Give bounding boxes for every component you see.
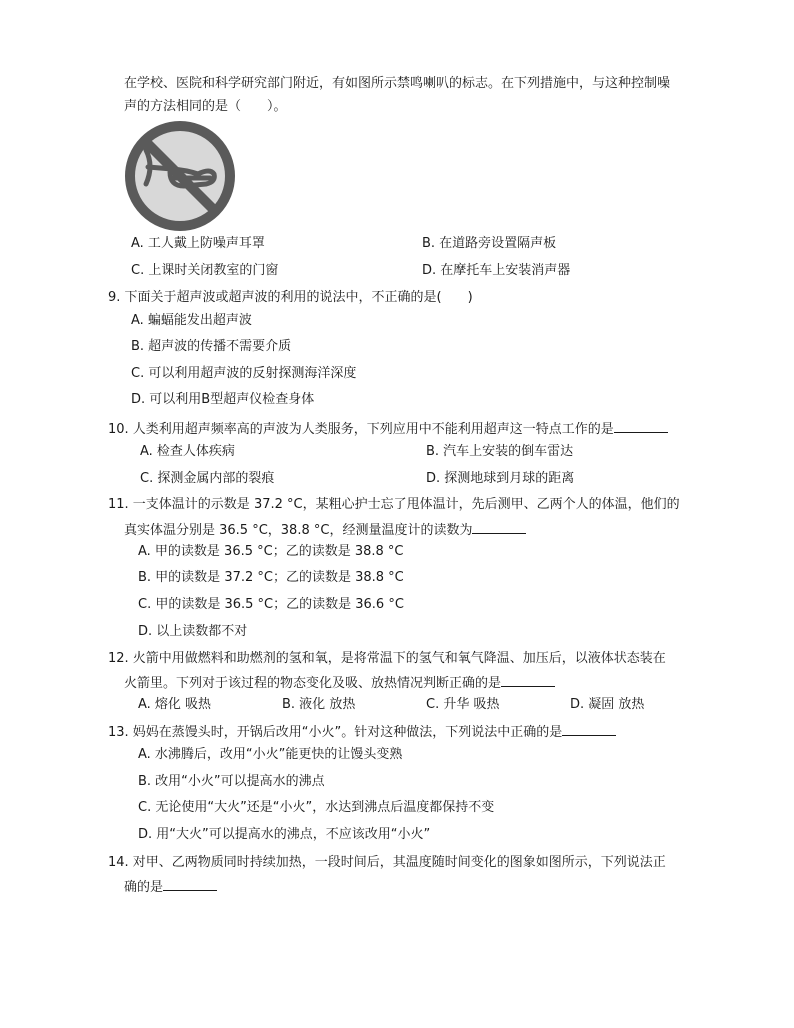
q13-option-b: B. 改用“小火”可以提高水的沸点 [138, 774, 325, 789]
q8-option-c: C. 上课时关闭教室的门窗 [131, 263, 279, 278]
q8-stem-line2: 声的方法相同的是（ ）。 [124, 99, 287, 114]
q9-option-b: B. 超声波的传播不需要介质 [131, 339, 292, 354]
q11-option-c: C. 甲的读数是 36.5 °C；乙的读数是 36.6 °C [138, 597, 404, 612]
q12-stem-line1: 12. 火箭中用做燃料和助燃剂的氢和氧，是将常温下的氢气和氧气降温、加压后，以液体状态装在 [108, 651, 666, 666]
q13-option-a: A. 水沸腾后，改用“小火”能更快的让馒头变熟 [138, 747, 403, 762]
q12-option-b: B. 液化 放热 [282, 697, 356, 712]
q11-option-a: A. 甲的读数是 36.5 °C；乙的读数是 38.8 °C [138, 544, 404, 559]
q8-stem-line1: 在学校、医院和科学研究部门附近，有如图所示禁鸣喇叭的标志。在下列措施中，与这种控制噪 [124, 76, 671, 91]
q10-stem-text: 10. 人类利用超声频率高的声波为人类服务，下列应用中不能利用超声这一特点工作的是 [108, 422, 614, 437]
q11-stem-line1: 11. 一支体温计的示数是 37.2 °C，某粗心护士忘了甩体温计，先后测甲、乙两个人的体温，他们的 [108, 497, 680, 512]
q11-stem-line2-text: 真实体温分别是 36.5 °C，38.8 °C，经测量温度计的读数为 [124, 523, 473, 538]
q8-option-d: D. 在摩托车上安装消声器 [422, 263, 571, 278]
answer-blank [614, 419, 668, 433]
q11-stem-line2 [124, 520, 526, 540]
answer-blank [501, 673, 555, 687]
q11-option-b: B. 甲的读数是 37.2 °C；乙的读数是 38.8 °C [138, 570, 404, 585]
q12-stem-line2-text: 火箭里。下列对于该过程的物态变化及吸、放热情况判断正确的是 [124, 676, 502, 691]
q14-stem-line1: 14. 对甲、乙两物质同时持续加热，一段时间后，其温度随时间变化的图象如图所示，下列说法正 [108, 855, 666, 870]
no-horn-sign-icon [124, 120, 236, 232]
q12-option-d: D. 凝固 放热 [570, 697, 645, 712]
q9-option-c: C. 可以利用超声波的反射探测海洋深度 [131, 366, 357, 381]
q14-stem-line2-text: 确的是 [124, 880, 164, 895]
q13-option-d: D. 用“大火”可以提高水的沸点，不应该改用“小火” [138, 827, 431, 842]
answer-blank [472, 520, 526, 534]
q9-option-a: A. 蝙蝠能发出超声波 [131, 313, 252, 328]
q8-option-b: B. 在道路旁设置隔声板 [422, 236, 557, 251]
q13-stem [108, 722, 616, 742]
q13-option-c: C. 无论使用“大火”还是“小火”，水达到沸点后温度都保持不变 [138, 800, 495, 815]
q10-option-a: A. 检查人体疾病 [140, 444, 235, 459]
q12-stem-line2 [124, 673, 555, 693]
q9-option-d: D. 可以利用B型超声仪检查身体 [131, 392, 315, 407]
answer-blank [163, 877, 217, 891]
q12-option-a: A. 熔化 吸热 [138, 697, 212, 712]
q10-option-b: B. 汽车上安装的倒车雷达 [426, 444, 574, 459]
q13-stem-text: 13. 妈妈在蒸馒头时，开锅后改用“小火”。针对这种做法，下列说法中正确的是 [108, 725, 563, 740]
answer-blank [562, 722, 616, 736]
q10-option-d: D. 探测地球到月球的距离 [426, 471, 575, 486]
q12-option-c: C. 升华 吸热 [426, 697, 500, 712]
q14-stem-line2 [124, 877, 217, 897]
q8-option-a: A. 工人戴上防噪声耳罩 [131, 236, 265, 251]
q10-option-c: C. 探测金属内部的裂痕 [140, 471, 275, 486]
q11-option-d: D. 以上读数都不对 [138, 624, 248, 639]
q10-stem [108, 419, 668, 439]
q9-stem: 9. 下面关于超声波或超声波的利用的说法中，不正确的是( ) [108, 290, 473, 305]
